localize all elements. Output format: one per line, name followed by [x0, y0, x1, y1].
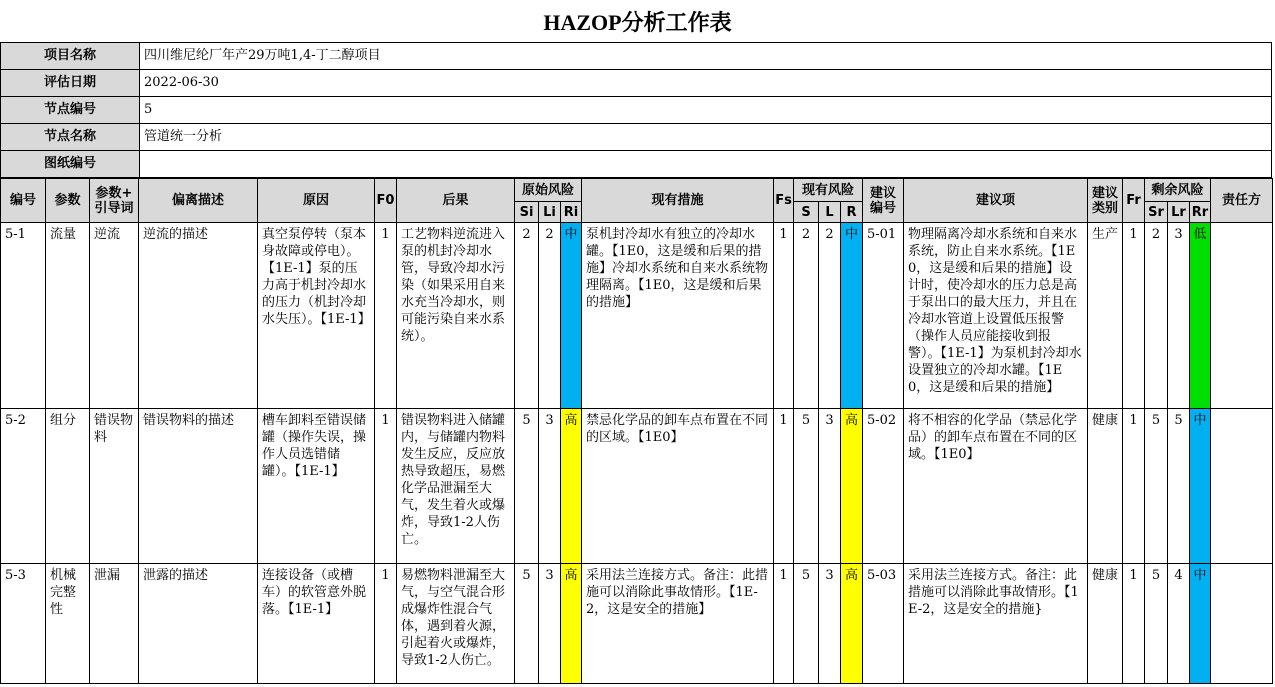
cell-r: 高 [841, 409, 863, 564]
cell-param: 机械完整性 [46, 564, 90, 684]
cell-sr: 2 [1145, 223, 1168, 409]
header-sugg-type-line2: 类别 [1091, 200, 1118, 216]
cell-fr: 1 [1123, 409, 1145, 564]
header-r: R [841, 202, 863, 223]
cell-guide: 错误物料 [90, 409, 139, 564]
info-row-drawing-no [1, 151, 1272, 178]
cell-suggestion: 采用法兰连接方式。备注：此措施可以消除此事故情形。【1E-2，这是安全的措施} [904, 564, 1088, 684]
cell-rr: 低 [1190, 223, 1211, 409]
cell-si: 5 [515, 564, 539, 684]
project-name-value[interactable]: 四川维尼纶厂年产29万吨1,4-丁二醇项目 [140, 43, 1272, 70]
project-name-label: 项目名称 [1, 43, 140, 70]
cell-ri: 高 [561, 564, 582, 684]
header-consequence: 后果 [397, 179, 515, 223]
cell-consequence: 易燃物料泄漏至大气，与空气混合形成爆炸性混合气体，遇到着火源，引起着火或爆炸，导致1-2人伤亡。 [397, 564, 515, 684]
cell-param: 流量 [46, 223, 90, 409]
date-value[interactable]: 2022-06-30 [140, 70, 1272, 97]
cell-fs: 1 [774, 409, 794, 564]
header-l: L [819, 202, 841, 223]
header-deviation: 偏离描述 [139, 179, 258, 223]
cell-measures: 禁忌化学品的卸车点布置在不同的区域。【1E0】 [582, 409, 774, 564]
header-si: Si [515, 202, 539, 223]
header-param: 参数 [46, 179, 90, 223]
cell-fr: 1 [1123, 223, 1145, 409]
header-no: 编号 [1, 179, 46, 223]
cell-li: 3 [539, 409, 561, 564]
cell-lr: 3 [1168, 223, 1190, 409]
cell-sugg-no: 5-03 [863, 564, 904, 684]
header-measures: 现有措施 [582, 179, 774, 223]
cell-f0: 1 [375, 409, 397, 564]
cell-si: 2 [515, 223, 539, 409]
header-s: S [794, 202, 819, 223]
cell-fs: 1 [774, 564, 794, 684]
node-no-value[interactable]: 5 [140, 97, 1272, 124]
node-no-label: 节点编号 [1, 97, 140, 124]
header-sugg-no [863, 179, 904, 223]
cell-l: 3 [819, 409, 841, 564]
cell-sugg-no: 5-02 [863, 409, 904, 564]
header-ri: Ri [561, 202, 582, 223]
header-rr: Rr [1190, 202, 1211, 223]
cell-sugg-type: 生产 [1088, 223, 1123, 409]
cell-f0: 1 [375, 564, 397, 684]
cell-f0: 1 [375, 223, 397, 409]
cell-no: 5-2 [1, 409, 46, 564]
date-label: 评估日期 [1, 70, 140, 97]
info-row-date [1, 70, 1272, 97]
cell-li: 2 [539, 223, 561, 409]
cell-fs: 1 [774, 223, 794, 409]
cell-r: 高 [841, 564, 863, 684]
header-param-guide-line1: 参数+ [95, 185, 133, 201]
cell-rr: 中 [1190, 564, 1211, 684]
header-sr: Sr [1145, 202, 1168, 223]
cell-owner[interactable] [1211, 564, 1273, 684]
cell-deviation: 逆流的描述 [139, 223, 258, 409]
cell-lr: 4 [1168, 564, 1190, 684]
cell-ri: 中 [561, 223, 582, 409]
cell-cause: 槽车卸料至错误储罐（操作失误，操作人员选错储罐）。【1E-1】 [258, 409, 375, 564]
hazop-table [0, 178, 1273, 684]
drawing-no-value[interactable] [140, 151, 1272, 178]
cell-guide: 泄漏 [90, 564, 139, 684]
header-suggestion: 建议项 [904, 179, 1088, 223]
cell-rr: 中 [1190, 409, 1211, 564]
header-cur-risk: 现有风险 [794, 179, 863, 202]
header-param-guide [90, 179, 139, 223]
info-row-project-name [1, 43, 1272, 70]
page-title: HAZOP分析工作表 [543, 10, 732, 35]
header-param-guide-line2: 引导词 [94, 200, 134, 216]
project-info-table [0, 42, 1272, 178]
table-row[interactable] [1, 409, 1273, 564]
cell-param: 组分 [46, 409, 90, 564]
cell-s: 2 [794, 223, 819, 409]
cell-deviation: 泄露的描述 [139, 564, 258, 684]
cell-guide: 逆流 [90, 223, 139, 409]
header-li: Li [539, 202, 561, 223]
cell-consequence: 错误物料进入储罐内，与储罐内物料发生反应，反应放热导致超压，易燃化学品泄漏至大气，发生着火或爆炸，导致1-2人伤亡。 [397, 409, 515, 564]
cell-measures: 采用法兰连接方式。备注：此措施可以消除此事故情形。【1E-2，这是安全的措施】 [582, 564, 774, 684]
cell-cause: 连接设备（或槽车）的软管意外脱落。【1E-1】 [258, 564, 375, 684]
node-name-label: 节点名称 [1, 124, 140, 151]
cell-l: 3 [819, 564, 841, 684]
cell-ri: 高 [561, 409, 582, 564]
cell-sr: 5 [1145, 409, 1168, 564]
header-sugg-type [1088, 179, 1123, 223]
header-fs: Fs [774, 179, 794, 223]
cell-deviation: 错误物料的描述 [139, 409, 258, 564]
cell-si: 5 [515, 409, 539, 564]
header-lr: Lr [1168, 202, 1190, 223]
node-name-value[interactable]: 管道统一分析 [140, 124, 1272, 151]
cell-owner[interactable] [1211, 409, 1273, 564]
header-res-risk: 剩余风险 [1145, 179, 1211, 202]
cell-li: 3 [539, 564, 561, 684]
info-row-node-name [1, 124, 1272, 151]
cell-sr: 5 [1145, 564, 1168, 684]
cell-s: 5 [794, 409, 819, 564]
info-row-node-no [1, 97, 1272, 124]
cell-sugg-type: 健康 [1088, 564, 1123, 684]
header-owner: 责任方 [1211, 179, 1273, 223]
cell-lr: 5 [1168, 409, 1190, 564]
cell-sugg-type: 健康 [1088, 409, 1123, 564]
header-orig-risk: 原始风险 [515, 179, 582, 202]
cell-fr: 1 [1123, 564, 1145, 684]
table-row[interactable] [1, 564, 1273, 684]
header-sugg-type-line1: 建议 [1091, 185, 1118, 201]
cell-consequence: 工艺物料逆流进入泵的机封冷却水管，导致冷却水污染（如果采用自来水充当冷却水，则可能污染自来水系统）。 [397, 223, 515, 409]
cell-measures: 泵机封冷却水有独立的冷却水罐。【1E0，这是缓和后果的措施】冷却水系统和自来水系统物理隔离。【1E0，这是缓和后果的措施】 [582, 223, 774, 409]
cell-r: 中 [841, 223, 863, 409]
cell-cause: 真空泵停转（泵本身故障或停电）。【1E-1】泵的压力高于机封冷却水的压力（机封冷却水失压）。【1E-1】 [258, 223, 375, 409]
cell-s: 5 [794, 564, 819, 684]
cell-no: 5-1 [1, 223, 46, 409]
table-row[interactable] [1, 223, 1273, 409]
cell-owner[interactable] [1211, 223, 1273, 409]
drawing-no-label: 图纸编号 [1, 151, 140, 178]
header-fr: Fr [1123, 179, 1145, 223]
cell-suggestion: 物理隔离冷却水系统和自来水系统，防止自来水系统。【1E0，这是缓和后果的措施】设计时，使冷却水的压力总是高于泵出口的最大压力，并且在冷却水管道上设置低压报警（操作人员应能接收到报警）。【1E-1】为泵机封冷却水设置独立的冷却水罐。【1E0，这是缓和后果的措施】 [904, 223, 1088, 409]
header-sugg-no-line2: 编号 [869, 200, 896, 216]
cell-l: 2 [819, 223, 841, 409]
cell-sugg-no: 5-01 [863, 223, 904, 409]
cell-no: 5-3 [1, 564, 46, 684]
header-sugg-no-line1: 建议 [869, 185, 896, 201]
header-cause: 原因 [258, 179, 375, 223]
header-f0: F0 [375, 179, 397, 223]
cell-suggestion: 将不相容的化学品（禁忌化学品）的卸车点布置在不同的区域。【1E0】 [904, 409, 1088, 564]
